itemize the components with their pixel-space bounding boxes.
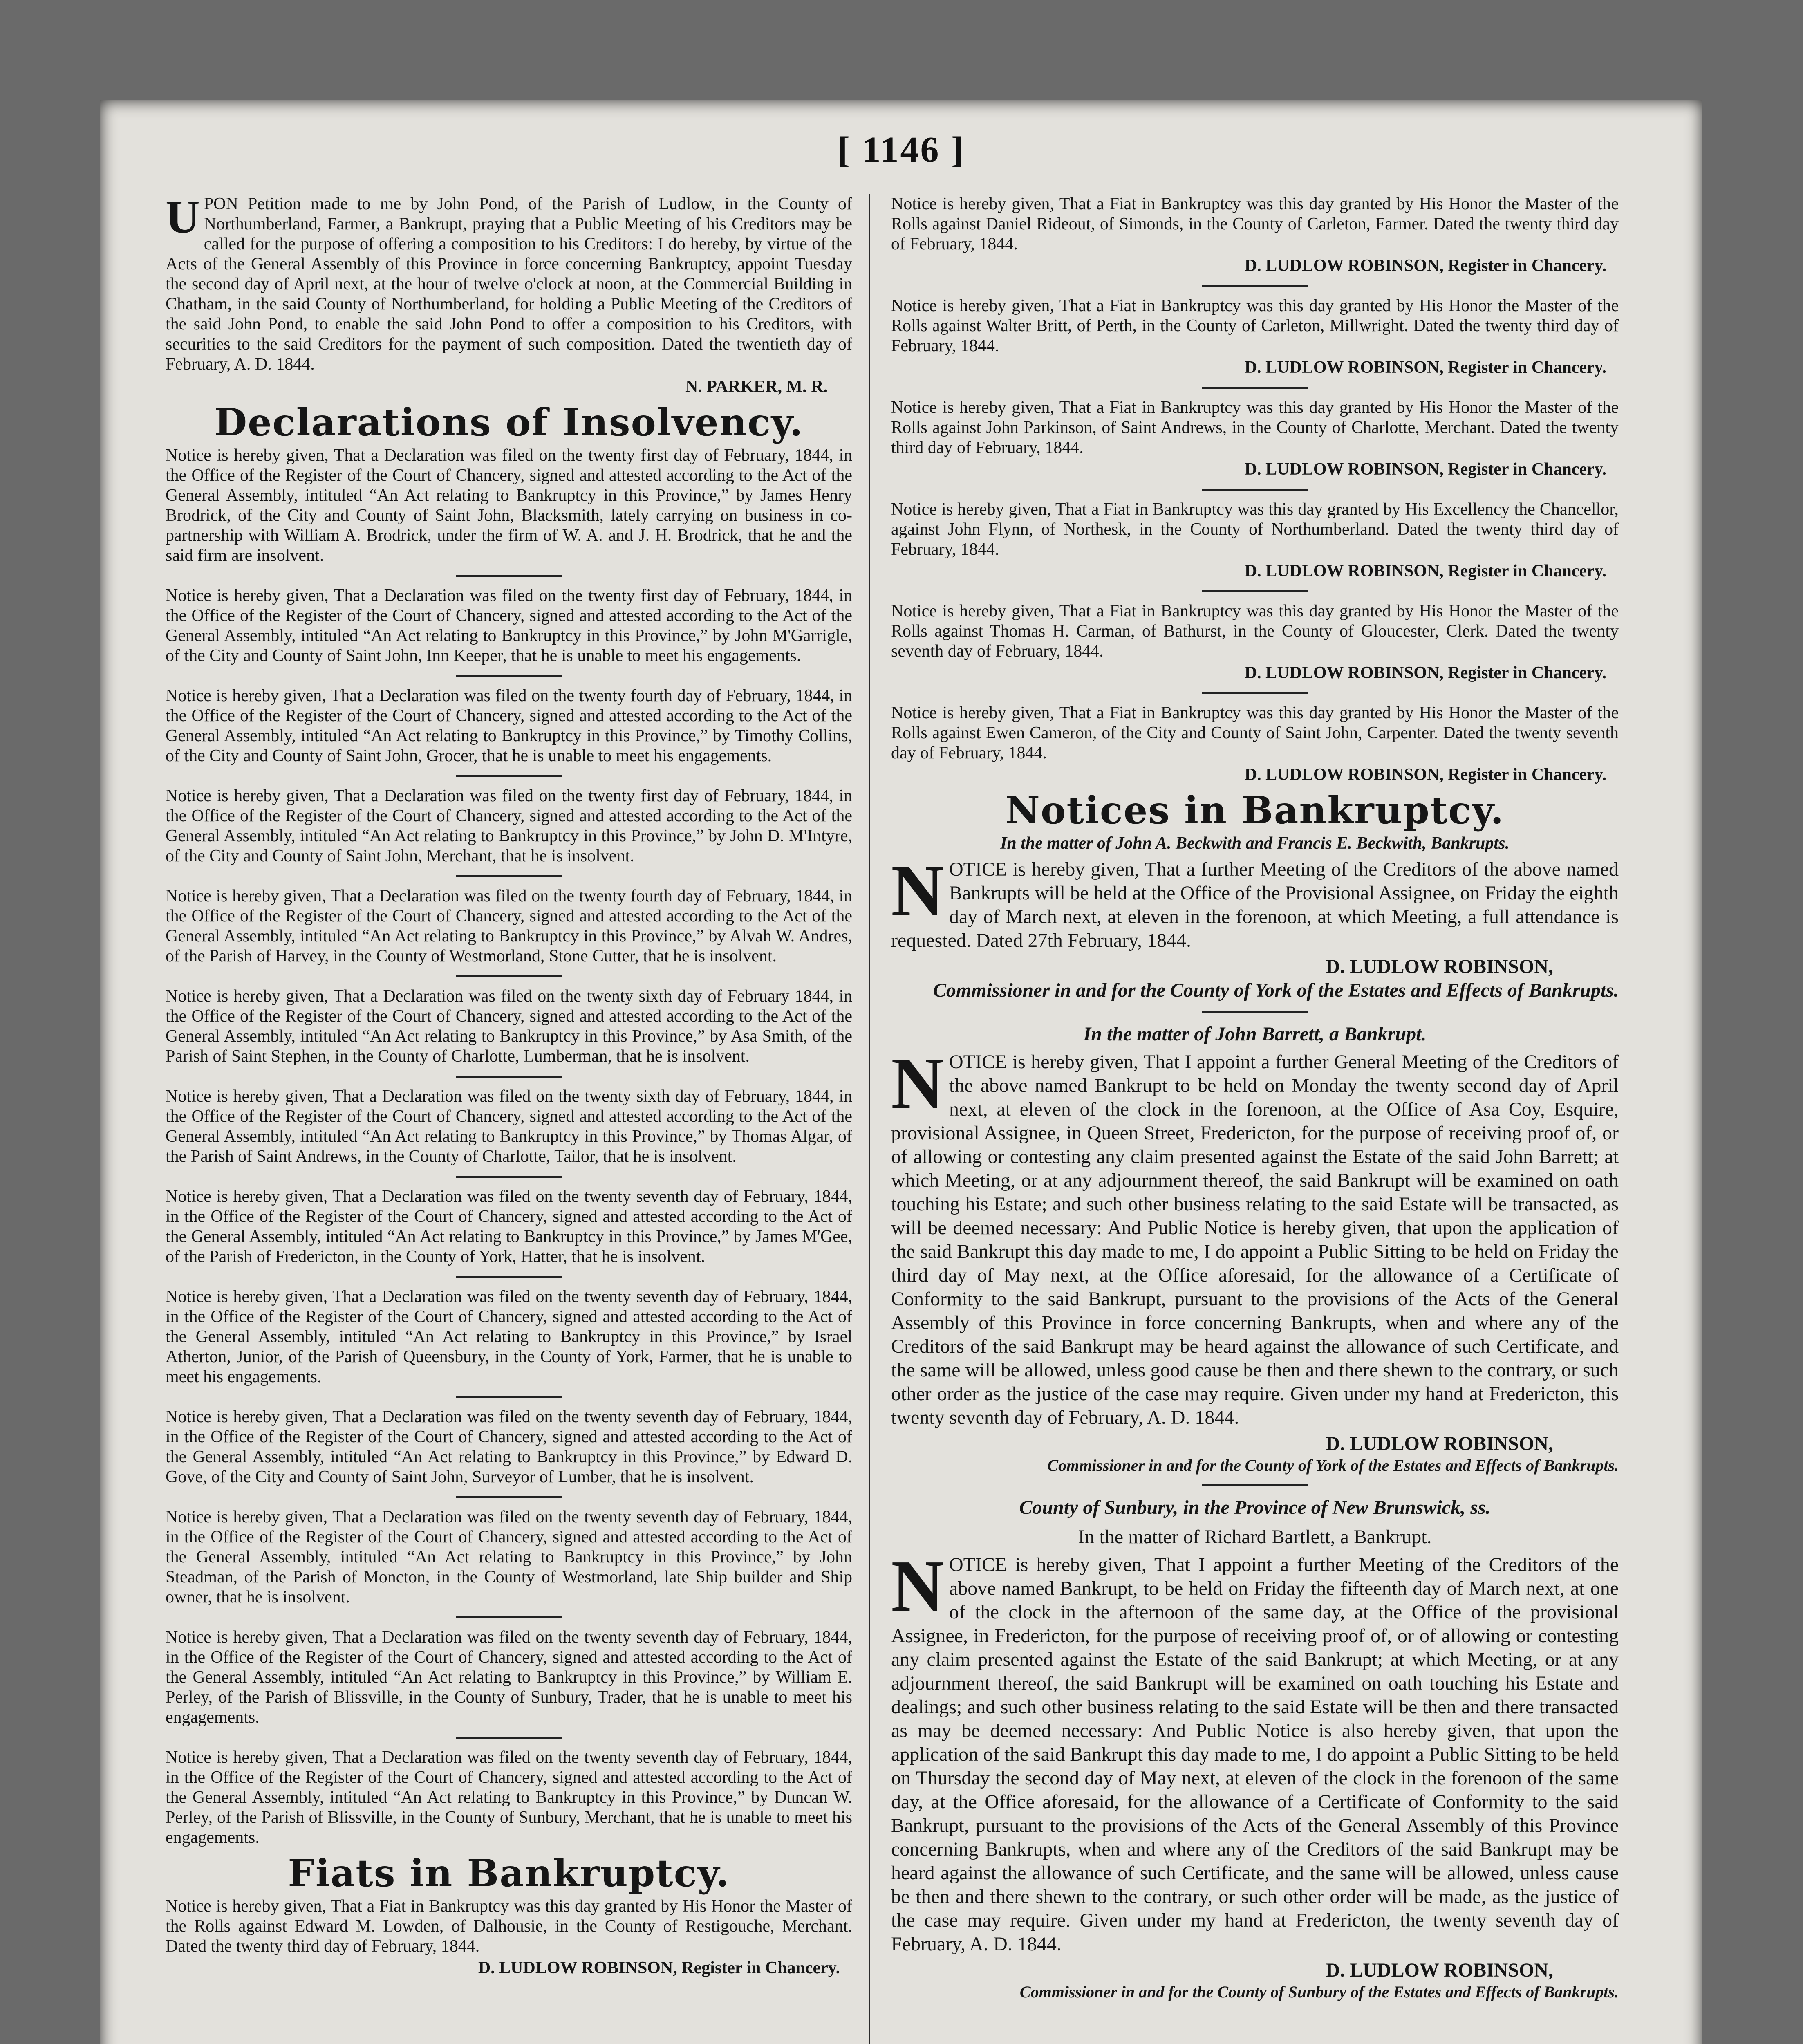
fiat-text: Notice is hereby given, That a Fiat in Bankruptcy was this day granted by His Honor the Master of the Rolls against Ewen Cameron, of the City and County of Saint John, Carpenter. Dated the twenty seventh day of February, 1844. (891, 704, 1619, 762)
declaration-text: Notice is hereby given, That a Declaration was filed on the twenty first day of February, 1844, in the Office of the Register of the Court of Chancery, signed and attested according to the Act of the General Assembly, intituled “An Act relating to Bankruptcy in this Province,” by John D. M'Intyre, of the City and County of Saint John, Merchant, that he is insolvent. (166, 787, 852, 865)
divider (456, 575, 562, 577)
declarations-list (166, 446, 852, 1848)
commissioner-title: Commissioner in and for the County of York of the Estates and Effects of Bankrupts. (933, 979, 1619, 1001)
petition-notice (166, 191, 852, 397)
divider (456, 1396, 562, 1398)
declaration-notice (166, 786, 852, 866)
notice-signature: D. LUDLOW ROBINSON, (1326, 1433, 1553, 1455)
notice-signature: D. LUDLOW ROBINSON, (1326, 1959, 1553, 1981)
commissioner-title: Commissioner in and for the County of York of the Estates and Effects of Bankrupts. (1047, 1456, 1619, 1475)
declarations-heading: Declarations of Insolvency. (214, 400, 804, 444)
divider (1202, 692, 1308, 694)
matter-line: In the matter of John A. Beckwith and Francis E. Beckwith, Bankrupts. (1000, 834, 1510, 853)
divider (456, 1276, 562, 1278)
divider (456, 775, 562, 777)
declaration-notice (166, 1407, 852, 1487)
right-column (891, 194, 1619, 2001)
fiat-text: Notice is hereby given, That a Fiat in Bankruptcy was this day granted by His Honor the Master of the Rolls against Daniel Rideout, of Simonds, in the County of Carleton, Farmer. Dated the twenty third day of February, 1844. (891, 195, 1619, 253)
declaration-notice (166, 1627, 852, 1728)
fiat-notice (166, 1896, 852, 1978)
fiat-text: Notice is hereby given, That a Fiat in Bankruptcy was this day granted by His Honor the Master of the Rolls against John Parkinson, of Saint Andrews, in the County of Charlotte, Merchant. Dated the twenty third day of February, 1844. (891, 398, 1619, 457)
dropcap: N (891, 1042, 944, 1124)
divider (1202, 1484, 1308, 1486)
dropcap: U (166, 191, 200, 243)
fiats-heading: Fiats in Bankruptcy. (288, 1851, 730, 1895)
notice-text: OTICE is hereby given, That I appoint a further General Meeting of the Creditors of the above named Bankrupt to be held on Monday the twenty second day of April next, at eleven of the clock in the forenoon, at the Office of Asa Coy, Esquire, provisional Assignee, in Queen Street, Fredericton, for the purpose of receiving proof of, or of allowing or contesting any claim presented against the Estate of the said John Barrett; at which Meeting, or at any adjournment thereof, the said Bankrupt will be examined on oath touching his Estate; and such other business relating to the said Estate will be transacted, as will be deemed necessary: And Public Notice is hereby given, that upon the application of the said Bankrupt this day made to me, I do appoint a Public Sitting to be held on Friday the third day of May next, at the Office aforesaid, for the allowance of a Certificate of Conformity to the said Bankrupt, pursuant to the provisions of the Acts of the General Assembly of this Province in force concerning Bankrupts, when and where any of the Creditors of the said Bankrupt may be heard against the allowance of such Certificate, and the same will be allowed, unless good cause be then and there shewn to the contrary, or such other order as the justice of the case may require. Given under my hand at Fredericton, this twenty seventh day of February, A. D. 1844. (891, 1051, 1619, 1428)
notice-text: OTICE is hereby given, That I appoint a further Meeting of the Creditors of the above named Bankrupt, to be held on Friday the fifteenth day of March next, at one of the clock in the afternoon of the same day, at the Office of the provisional Assignee, in Fredericton, for the purpose of receiving proof of, or of allowing or contesting any claim presented against the Estate of the said Bankrupt; at which Meeting, or at any adjournment thereof, the said Bankrupt will be examined on oath touching his Estate and dealings; and such other business relating to the said Estate will be then and there transacted as may be deemed necessary: And Public Notice is also hereby given, that upon the application of the said Bankrupt this day made to me, I do appoint a Public Sitting to be held on Thursday the second day of May next, at eleven of the clock in the forenoon of the same day, at the Office aforesaid, for the allowance of a Certificate of Conformity to the said Bankrupt, pursuant to the provisions of the Acts of the General Assembly of this Province concerning Bankrupts, when and where any of the Creditors of the said Bankrupt may be heard against the allowance of such Certificate, and the same will be allowed, unless cause be then and there shewn to the contrary, or such other order will be made, as the justice of the case may require. Given under my hand at Fredericton, the twenty seventh day of February, A. D. 1844. (891, 1554, 1619, 1955)
fiat-notice (891, 500, 1619, 581)
notice-body (891, 850, 1619, 953)
fiat-notice (891, 296, 1619, 378)
fiat-signature: D. LUDLOW ROBINSON, Register in Chancery. (1244, 562, 1606, 580)
declaration-notice (166, 586, 852, 666)
declaration-notice (166, 1087, 852, 1167)
declaration-notice (166, 1748, 852, 1848)
declaration-notice (166, 446, 852, 566)
fiat-signature: D. LUDLOW ROBINSON, Register in Chancery. (1244, 256, 1606, 275)
declaration-text: Notice is hereby given, That a Declaration was filed on the twenty sixth day of February 1844, in the Office of the Register of the Court of Chancery, signed and attested according to the Act of the General Assembly, intituled “An Act relating to Bankruptcy in this Province,” by Asa Smith, of the Parish of Saint Stephen, in the County of Charlotte, Lumberman, that he is insolvent. (166, 987, 852, 1066)
declaration-notice (166, 986, 852, 1067)
declaration-text: Notice is hereby given, That a Declaration was filed on the twenty seventh day of February, 1844, in the Office of the Register of the Court of Chancery, signed and attested according to the Act of the General Assembly, intituled “An Act relating to Bankruptcy in this Province,” by William E. Perley, of the Parish of Blissville, in the County of Sunbury, Trader, that he is unable to meet his engagements. (166, 1628, 852, 1727)
declaration-notice (166, 1187, 852, 1267)
divider (1202, 285, 1308, 287)
declaration-text: Notice is hereby given, That a Declaration was filed on the twenty first day of February, 1844, in the Office of the Register of the Court of Chancery, signed and attested according to the Act of the General Assembly, intituled “An Act relating to Bankruptcy in this Province,” by John M'Garrigle, of the City and County of Saint John, Inn Keeper, that he is unable to meet his engagements. (166, 586, 852, 665)
petition-signature: N. PARKER, M. R. (685, 377, 828, 396)
fiat-notice (891, 703, 1619, 785)
fiat-text: Notice is hereby given, That a Fiat in Bankruptcy was this day granted by His Honor the Master of the Rolls against Thomas H. Carman, of Bathurst, in the County of Gloucester, Clerk. Dated the twenty seventh day of February, 1844. (891, 602, 1619, 661)
declaration-text: Notice is hereby given, That a Declaration was filed on the twenty seventh day of February, 1844, in the Office of the Register of the Court of Chancery, signed and attested according to the Act of the General Assembly, intituled “An Act relating to Bankruptcy in this Province,” by Duncan W. Perley, of the Parish of Blissville, in the County of Sunbury, Merchant, that he is unable to meet his engagements. (166, 1748, 852, 1847)
bartlett-notice (891, 1496, 1619, 2001)
fiat-text: Notice is hereby given, That a Fiat in Bankruptcy was this day granted by His Honor the Master of the Rolls against Walter Britt, of Perth, in the County of Carleton, Millwright. Dated the twenty third day of February, 1844. (891, 296, 1619, 355)
declaration-notice (166, 686, 852, 766)
fiat-text: Notice is hereby given, That a Fiat in Bankruptcy was this day granted by His Honor the Master of the Rolls against Edward M. Lowden, of Dalhousie, in the County of Restigouche, Merchant. Dated the twenty third day of February, 1844. (166, 1897, 852, 1956)
beckwith-notice (891, 834, 1619, 1002)
matter-line: In the matter of Richard Bartlett, a Bankrupt. (1078, 1526, 1432, 1548)
county-line: County of Sunbury, in the Province of New Brunswick, ss. (1019, 1497, 1491, 1518)
notice-text: OTICE is hereby given, That a further Meeting of the Creditors of the above named Bankrupts will be held at the Office of the Provisional Assignee, on Friday the eighth day of March next, at eleven in the forenoon, at which Meeting, a full attendance is requested. Dated 27th February, 1844. (891, 858, 1619, 951)
divider (456, 875, 562, 877)
divider (456, 1076, 562, 1078)
divider (1202, 387, 1308, 389)
declaration-text: Notice is hereby given, That a Declaration was filed on the twenty fourth day of February, 1844, in the Office of the Register of the Court of Chancery, signed and attested according to the Act of the General Assembly, intituled “An Act relating to Bankruptcy in this Province,” by Alvah W. Andres, of the Parish of Harvey, in the County of Westmorland, Stone Cutter, that he is insolvent. (166, 887, 852, 966)
column-divider (869, 194, 870, 2044)
divider (456, 1176, 562, 1178)
notice-signature: D. LUDLOW ROBINSON, (1326, 956, 1553, 977)
divider (1202, 1011, 1308, 1013)
divider (456, 675, 562, 677)
page-number: [ 1146 ] (838, 130, 965, 170)
divider (456, 1737, 562, 1739)
fiat-notice (891, 398, 1619, 480)
commissioner-title: Commissioner in and for the County of Sunbury of the Estates and Effects of Bankrupts. (1019, 1983, 1619, 2001)
declaration-text: Notice is hereby given, That a Declaration was filed on the twenty fourth day of February, 1844, in the Office of the Register of the Court of Chancery, signed and attested according to the Act of the General Assembly, intituled “An Act relating to Bankruptcy in this Province,” by Timothy Collins, of the City and County of Saint John, Grocer, that he is unable to meet his engagements. (166, 686, 852, 765)
declaration-text: Notice is hereby given, That a Declaration was filed on the twenty seventh day of February, 1844, in the Office of the Register of the Court of Chancery, signed and attested according to the Act of the General Assembly, intituled “An Act relating to Bankruptcy in this Province,” by Israel Atherton, Junior, of the Parish of Queensbury, in the County of York, Farmer, that he is unable to meet his engagements. (166, 1287, 852, 1386)
newspaper-page (100, 100, 1702, 2044)
divider (1202, 489, 1308, 491)
left-column (166, 191, 852, 1978)
declaration-text: Notice is hereby given, That a Declaration was filed on the twenty sixth day of February, 1844, in the Office of the Register of the Court of Chancery, signed and attested according to the Act of the General Assembly, intituled “An Act relating to Bankruptcy in this Province,” by Thomas Algar, of the Parish of Saint Andrews, in the County of Charlotte, Tailor, that he is insolvent. (166, 1087, 852, 1166)
fiat-text: Notice is hereby given, That a Fiat in Bankruptcy was this day granted by His Excellency the Chancellor, against John Flynn, of Northesk, in the County of Northumberland. Dated the twenty third day of February, 1844. (891, 500, 1619, 559)
dropcap: N (891, 1545, 944, 1627)
declaration-notice (166, 1287, 852, 1387)
notice-body (891, 1042, 1619, 1430)
notices-heading: Notices in Bankruptcy. (1005, 788, 1505, 832)
fiat-signature: D. LUDLOW ROBINSON, Register in Chancery. (478, 1959, 840, 1977)
matter-line: In the matter of John Barrett, a Bankrupt. (1083, 1023, 1427, 1045)
fiat-signature: D. LUDLOW ROBINSON, Register in Chancery. (1244, 765, 1606, 784)
divider (1202, 590, 1308, 592)
barrett-notice (891, 1022, 1619, 1475)
divider (456, 1496, 562, 1498)
dropcap: N (891, 850, 944, 931)
declaration-notice (166, 1507, 852, 1607)
declaration-text: Notice is hereby given, That a Declaration was filed on the twenty first day of February, 1844, in the Office of the Register of the Court of Chancery, signed and attested according to the Act of the General Assembly, intituled “An Act relating to Bankruptcy in this Province,” by James Henry Brodrick, of the City and County of Saint John, Blacksmith, lately carrying on business in co-partnership with William A. Brodrick, under the firm of W. A. and J. H. Brodrick, that he and the said firm are insolvent. (166, 446, 852, 565)
fiat-signature: D. LUDLOW ROBINSON, Register in Chancery. (1244, 663, 1606, 682)
divider (456, 975, 562, 977)
declaration-notice (166, 886, 852, 966)
declaration-text: Notice is hereby given, That a Declaration was filed on the twenty seventh day of February, 1844, in the Office of the Register of the Court of Chancery, signed and attested according to the Act of the General Assembly, intituled “An Act relating to Bankruptcy in this Province,” by James M'Gee, of the Parish of Fredericton, in the County of York, Hatter, that he is insolvent. (166, 1187, 852, 1266)
fiat-signature: D. LUDLOW ROBINSON, Register in Chancery. (1244, 358, 1606, 377)
fiat-signature: D. LUDLOW ROBINSON, Register in Chancery. (1244, 460, 1606, 479)
declaration-text: Notice is hereby given, That a Declaration was filed on the twenty seventh day of February, 1844, in the Office of the Register of the Court of Chancery, signed and attested according to the Act of the General Assembly, intituled “An Act relating to Bankruptcy in this Province,” by John Steadman, of the Parish of Moncton, in the County of Westmorland, late Ship builder and Ship owner, that he is insolvent. (166, 1508, 852, 1607)
declaration-text: Notice is hereby given, That a Declaration was filed on the twenty seventh day of February, 1844, in the Office of the Register of the Court of Chancery, signed and attested according to the Act of the General Assembly, intituled “An Act relating to Bankruptcy in this Province,” by Edward D. Gove, of the City and County of Saint John, Surveyor of Lumber, that he is insolvent. (166, 1407, 852, 1486)
fiat-notice (891, 194, 1619, 276)
notice-body (891, 1545, 1619, 1956)
divider (456, 1616, 562, 1618)
fiat-notice (891, 601, 1619, 683)
petition-text: PON Petition made to me by John Pond, of the Parish of Ludlow, in the County of Northumberland, Farmer, a Bankrupt, praying that a Public Meeting of his Creditors may be called for the purpose of offering a composition to his Creditors: I do hereby, by virtue of the Acts of the General Assembly of this Province in force concerning Bankruptcy, appoint Tuesday the second day of April next, at the hour of twelve o'clock at noon, at the Commercial Building in Chatham, in the said County of Northumberland, for holding a Public Meeting of the Creditors of the said John Pond, to enable the said John Pond to offer a composition to his Creditors, with securities to the said Creditors for the payment of such composition. Dated the twentieth day of February, A. D. 1844. (166, 195, 852, 374)
